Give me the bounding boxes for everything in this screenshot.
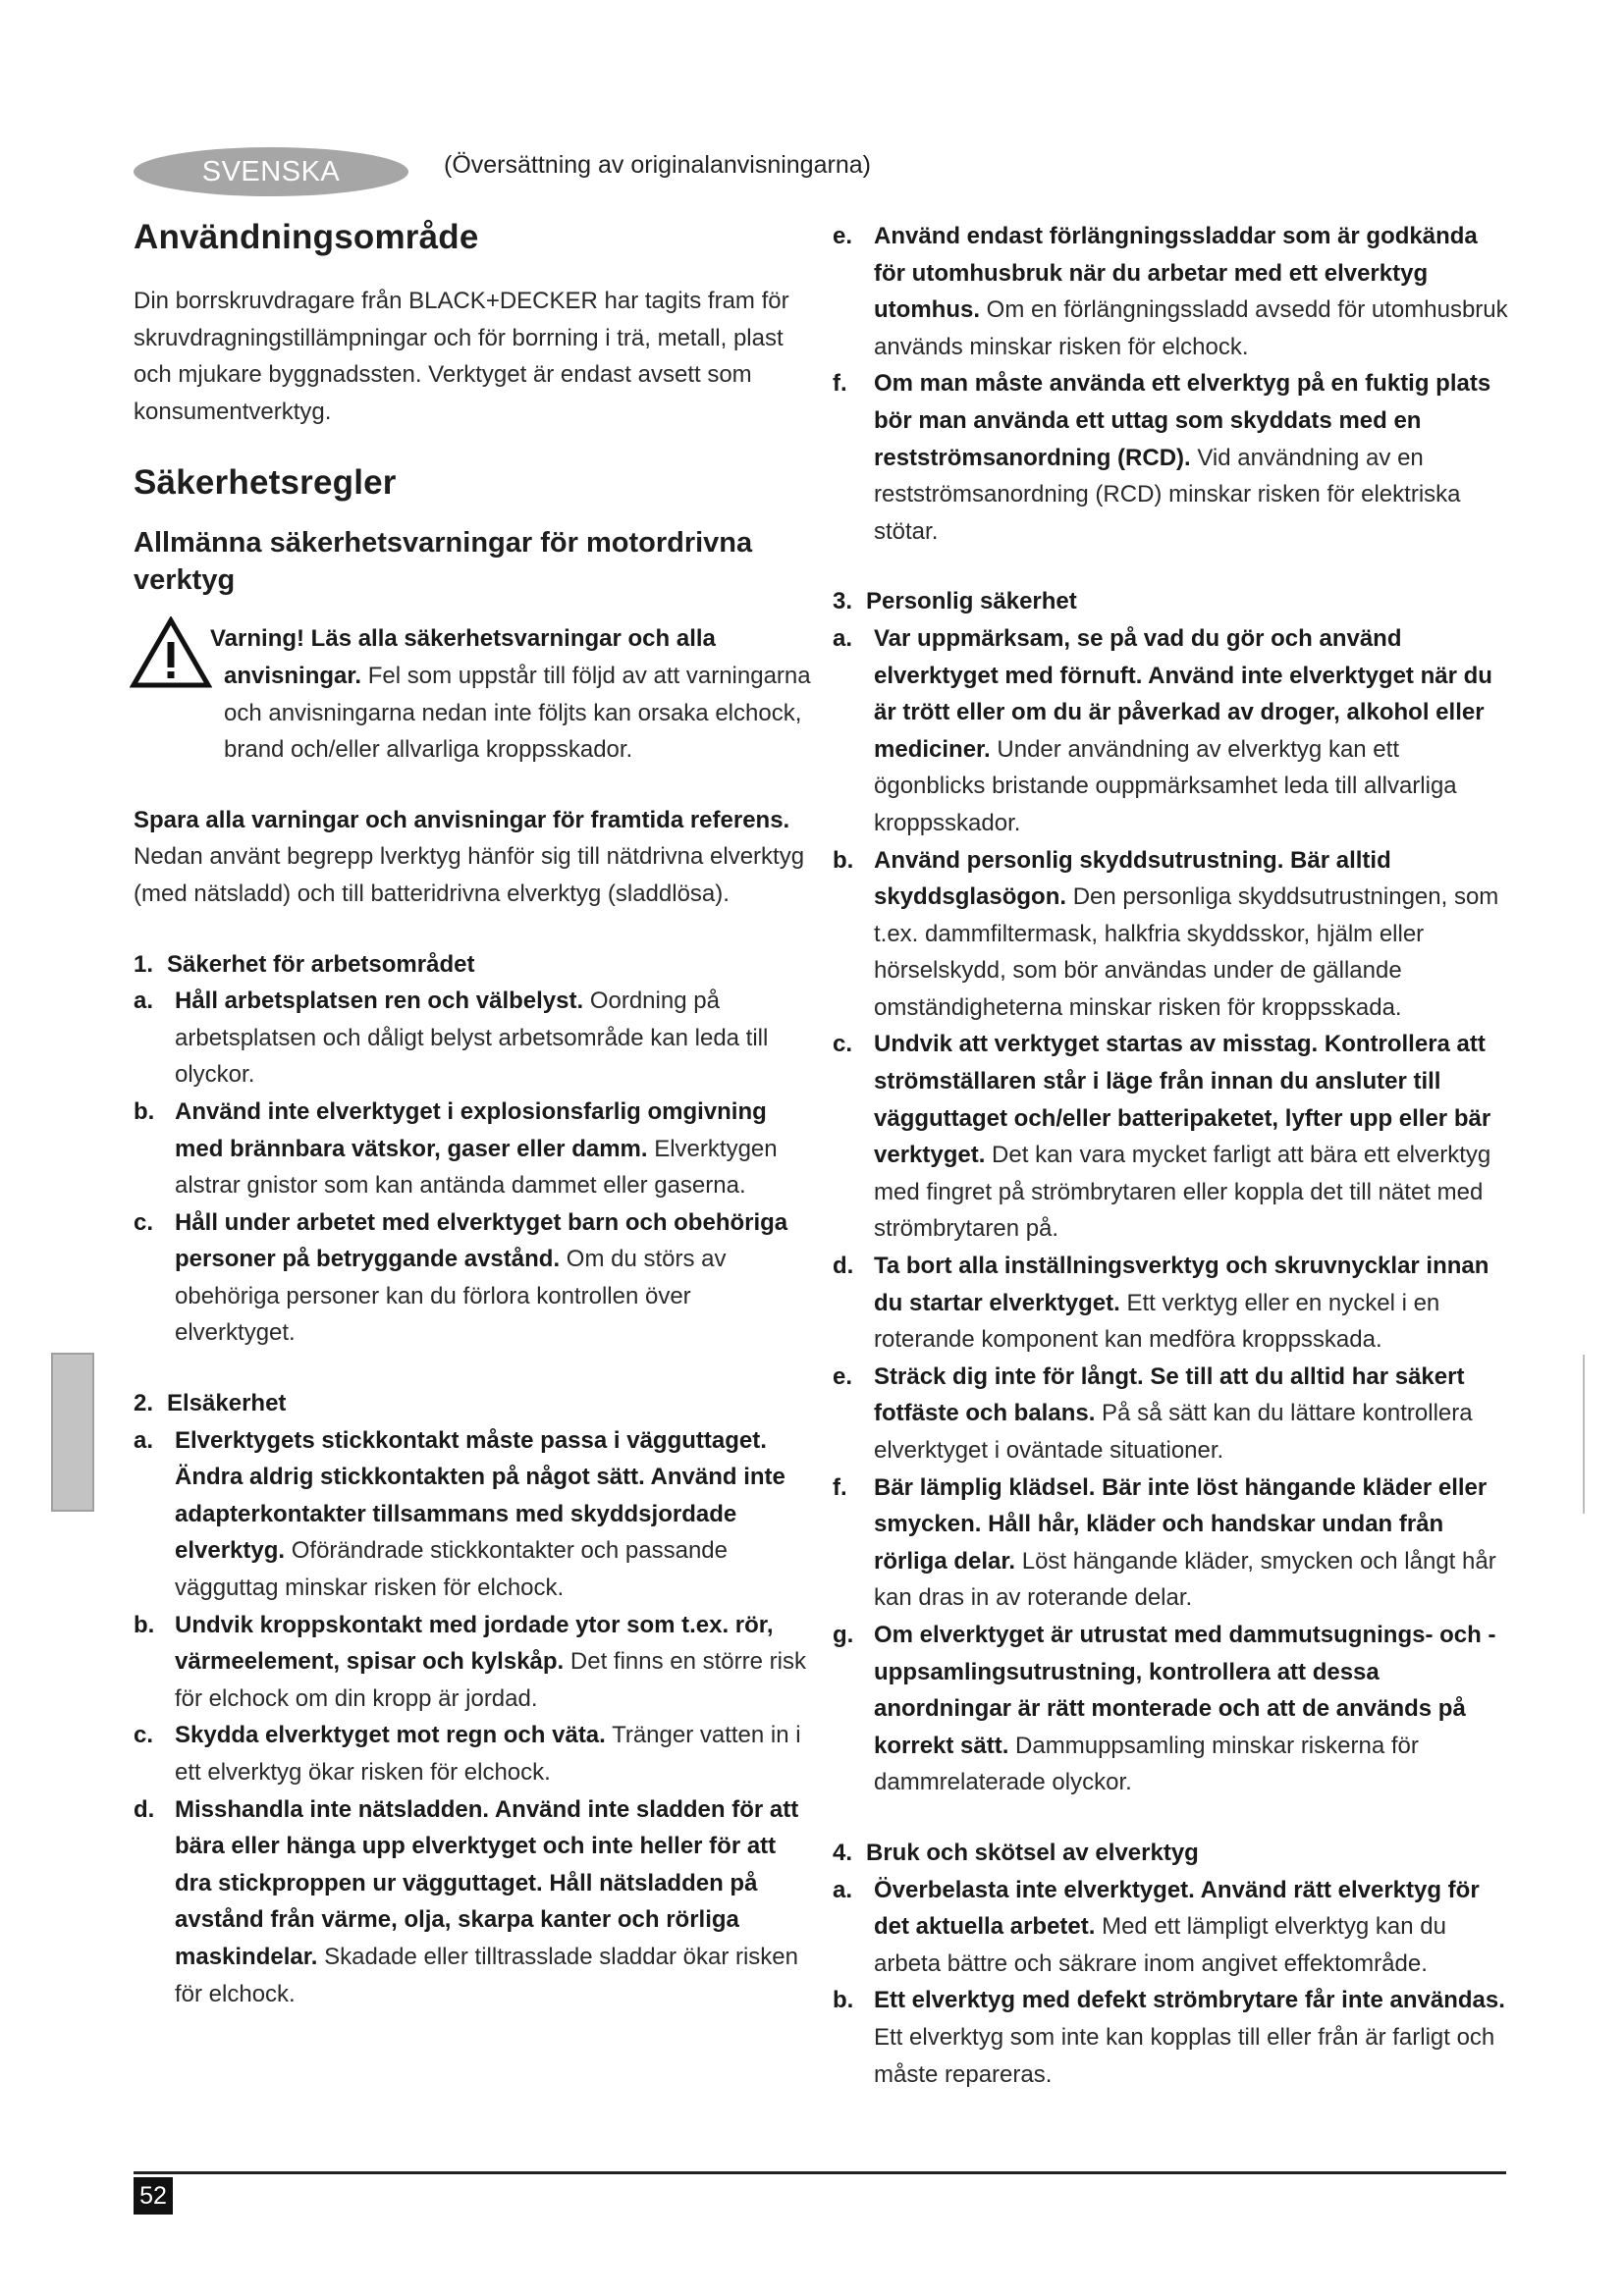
section-3-title: 3. Personlig säkerhet	[833, 588, 1077, 615]
page-number: 52	[134, 2177, 173, 2215]
list-item: d. Misshandla inte nätsladden. Använd inte sladden för att bära eller hänga upp elverktyget och inte heller för att dra stickproppen ur vägguttaget. Håll nätsladden på avstånd från värme, olja, skarpa kanter och rörliga maskindelar. Skadade eller tilltrasslade sladdar ökar risken för elchock.	[134, 1795, 799, 2007]
warning-bold-text: Varning! Läs alla säkerhetsvarningar och alla anvisningar.	[210, 625, 716, 689]
list-item: d. Ta bort alla inställningsverktyg och skruvnycklar innan du startar elverktyget. Ett verktyg eller en nyckel i en roterande komponent kan medföra kroppsskada.	[833, 1253, 1489, 1354]
warning-triangle-icon	[130, 616, 212, 689]
heading-general-warnings: Allmänna säkerhetsvarningar för motordrivna verktyg	[134, 527, 753, 597]
list-item: c. Håll under arbetet med elverktyget barn och obehöriga personer på betryggande avstånd. Om du störs av obehöriga personer kan du förlora kontrollen över elverktyget.	[134, 1208, 788, 1347]
list-item: a. Elverktygets stickkontakt måste passa i vägguttaget. Ändra aldrig stickkontakten på något sätt. Använd inte adapterkontakter tillsammans med skyddsjordade elverktyg. Oförändrade stickkontakter och passande vägguttag minskar risken för elchock.	[134, 1426, 785, 1602]
heading-safety-rules: Säkerhetsregler	[134, 463, 397, 503]
language-badge: SVENSKA	[134, 147, 408, 196]
list-item: b. Använd inte elverktyget i explosionsfarlig omgivning med brännbara vätskor, gaser eller damm. Elverktygen alstrar gnistor som kan antända dammet eller gaserna.	[134, 1097, 778, 1200]
list-item: a. Var uppmärksam, se på vad du gör och använd elverktyget med förnuft. Använd inte elverktyget när du är trött eller om du är påverkad av droger, alkohol eller mediciner. Under användning av elverktyg kan ett ögonblicks bristande ouppmärksamhet leda till allvarliga kroppsskador.	[833, 624, 1492, 836]
side-tab-marker	[51, 1353, 94, 1512]
list-item: f. Bär lämplig klädsel. Bär inte löst hängande kläder eller smycken. Håll hår, kläder och handskar undan från rörliga delar. Löst hängande kläder, smycken och långt hår kan dras in av roterande delar.	[833, 1473, 1496, 1612]
heading-usage: Användningsområde	[134, 218, 479, 256]
section-4-title: 4. Bruk och skötsel av elverktyg	[833, 1839, 1199, 1866]
warning-block	[134, 620, 811, 768]
section-1-title: 1. Säkerhet för arbetsområdet	[134, 950, 475, 978]
list-item: c. Skydda elverktyget mot regn och väta. Tränger vatten in i ett elverktyg ökar risken för elchock.	[134, 1722, 801, 1786]
list-item: e. Använd endast förlängningssladdar som är godkända för utomhusbruk när du arbetar med ett elverktyg utomhus. Om en förlängningssladd avsedd för utomhusbruk används minskar risken för elchock.	[833, 223, 1508, 360]
section-2-title: 2. Elsäkerhet	[134, 1390, 287, 1417]
edge-marker	[1583, 1355, 1585, 1514]
list-item: c. Undvik att verktyget startas av misstag. Kontrollera att strömställaren står i läge från innan du ansluter till vägguttaget och/eller batteripaketet, lyfter upp eller bär verktyget. Det kan vara mycket farligt att bära ett elverktyg med fingret på strömbrytaren eller koppla det till nätet med strömbrytaren på.	[833, 1031, 1491, 1243]
left-column	[134, 218, 811, 2012]
list-item: a. Överbelasta inte elverktyget. Använd rätt elverktyg för det aktuella arbetet. Med ett lämpligt elverktyg kan du arbeta bättre och säkrare inom angivet effektområde.	[833, 1876, 1480, 1977]
translation-note: (Översättning av originalanvisningarna)	[444, 151, 871, 179]
save-bold-text: Spara alla varningar och anvisningar för framtida referens.	[134, 806, 790, 833]
list-item: b. Använd personlig skyddsutrustning. Bär alltid skyddsglasögon. Den personliga skyddsutrustningen, som t.ex. dammfiltermask, halkfria skyddsskor, hjälm eller hörselskydd, som bör användas under de gällande omständigheterna minskar risken för kroppsskada.	[833, 846, 1499, 1021]
list-item: b. Ett elverktyg med defekt strömbrytare får inte användas. Ett elverktyg som inte kan kopplas till eller från är farligt och måste repareras.	[833, 1987, 1505, 2088]
list-item: b. Undvik kroppskontakt med jordade ytor som t.ex. rör, värmeelement, spisar och kylskåp. Det finns en större risk för elchock om din kropp är jordad.	[134, 1611, 806, 1712]
warning-body-text: Fel som uppstår till följd av att varningarna och anvisningarna nedan inte följts kan orsaka elchock, brand och/eller allvarliga kroppsskador.	[224, 662, 811, 764]
list-item: e. Sträck dig inte för långt. Se till att du alltid har säkert fotfäste och balans. På så sätt kan du lättare kontrollera elverktyget i oväntade situationer.	[833, 1362, 1473, 1464]
list-item: a. Håll arbetsplatsen ren och välbelyst. Oordning på arbetsplatsen och dåligt belyst arbetsområde kan leda till olyckor.	[134, 988, 769, 1089]
list-item: g. Om elverktyget är utrustat med dammutsugnings- och -uppsamlingsutrustning, kontrollera att dessa anordningar är rätt monterade och att de används på korrekt sätt. Dammuppsamling minskar riskerna för dammrelaterade olyckor.	[833, 1621, 1496, 1796]
right-column	[833, 218, 1510, 2093]
save-body-text: Nedan använt begrepp lverktyg hänför sig till nätdrivna elverktyg (med nätsladd) och till batteridrivna elverktyg (sladdlösa).	[134, 843, 805, 907]
usage-paragraph: Din borrskruvdragare från BLACK+DECKER har tagits fram för skruvdragningstillämpningar och för borrning i trä, metall, plast och mjukare byggnadssten. Verktyget är endast avsett som konsumentverktyg.	[134, 288, 789, 425]
footer-divider	[134, 2171, 1506, 2174]
list-item: f. Om man måste använda ett elverktyg på en fuktig plats bör man använda ett uttag som skyddats med en restströmsanordning (RCD). Vid användning av en restströmsanordning (RCD) minskar risken för elektriska stötar.	[833, 370, 1491, 545]
save-instructions	[134, 802, 811, 913]
